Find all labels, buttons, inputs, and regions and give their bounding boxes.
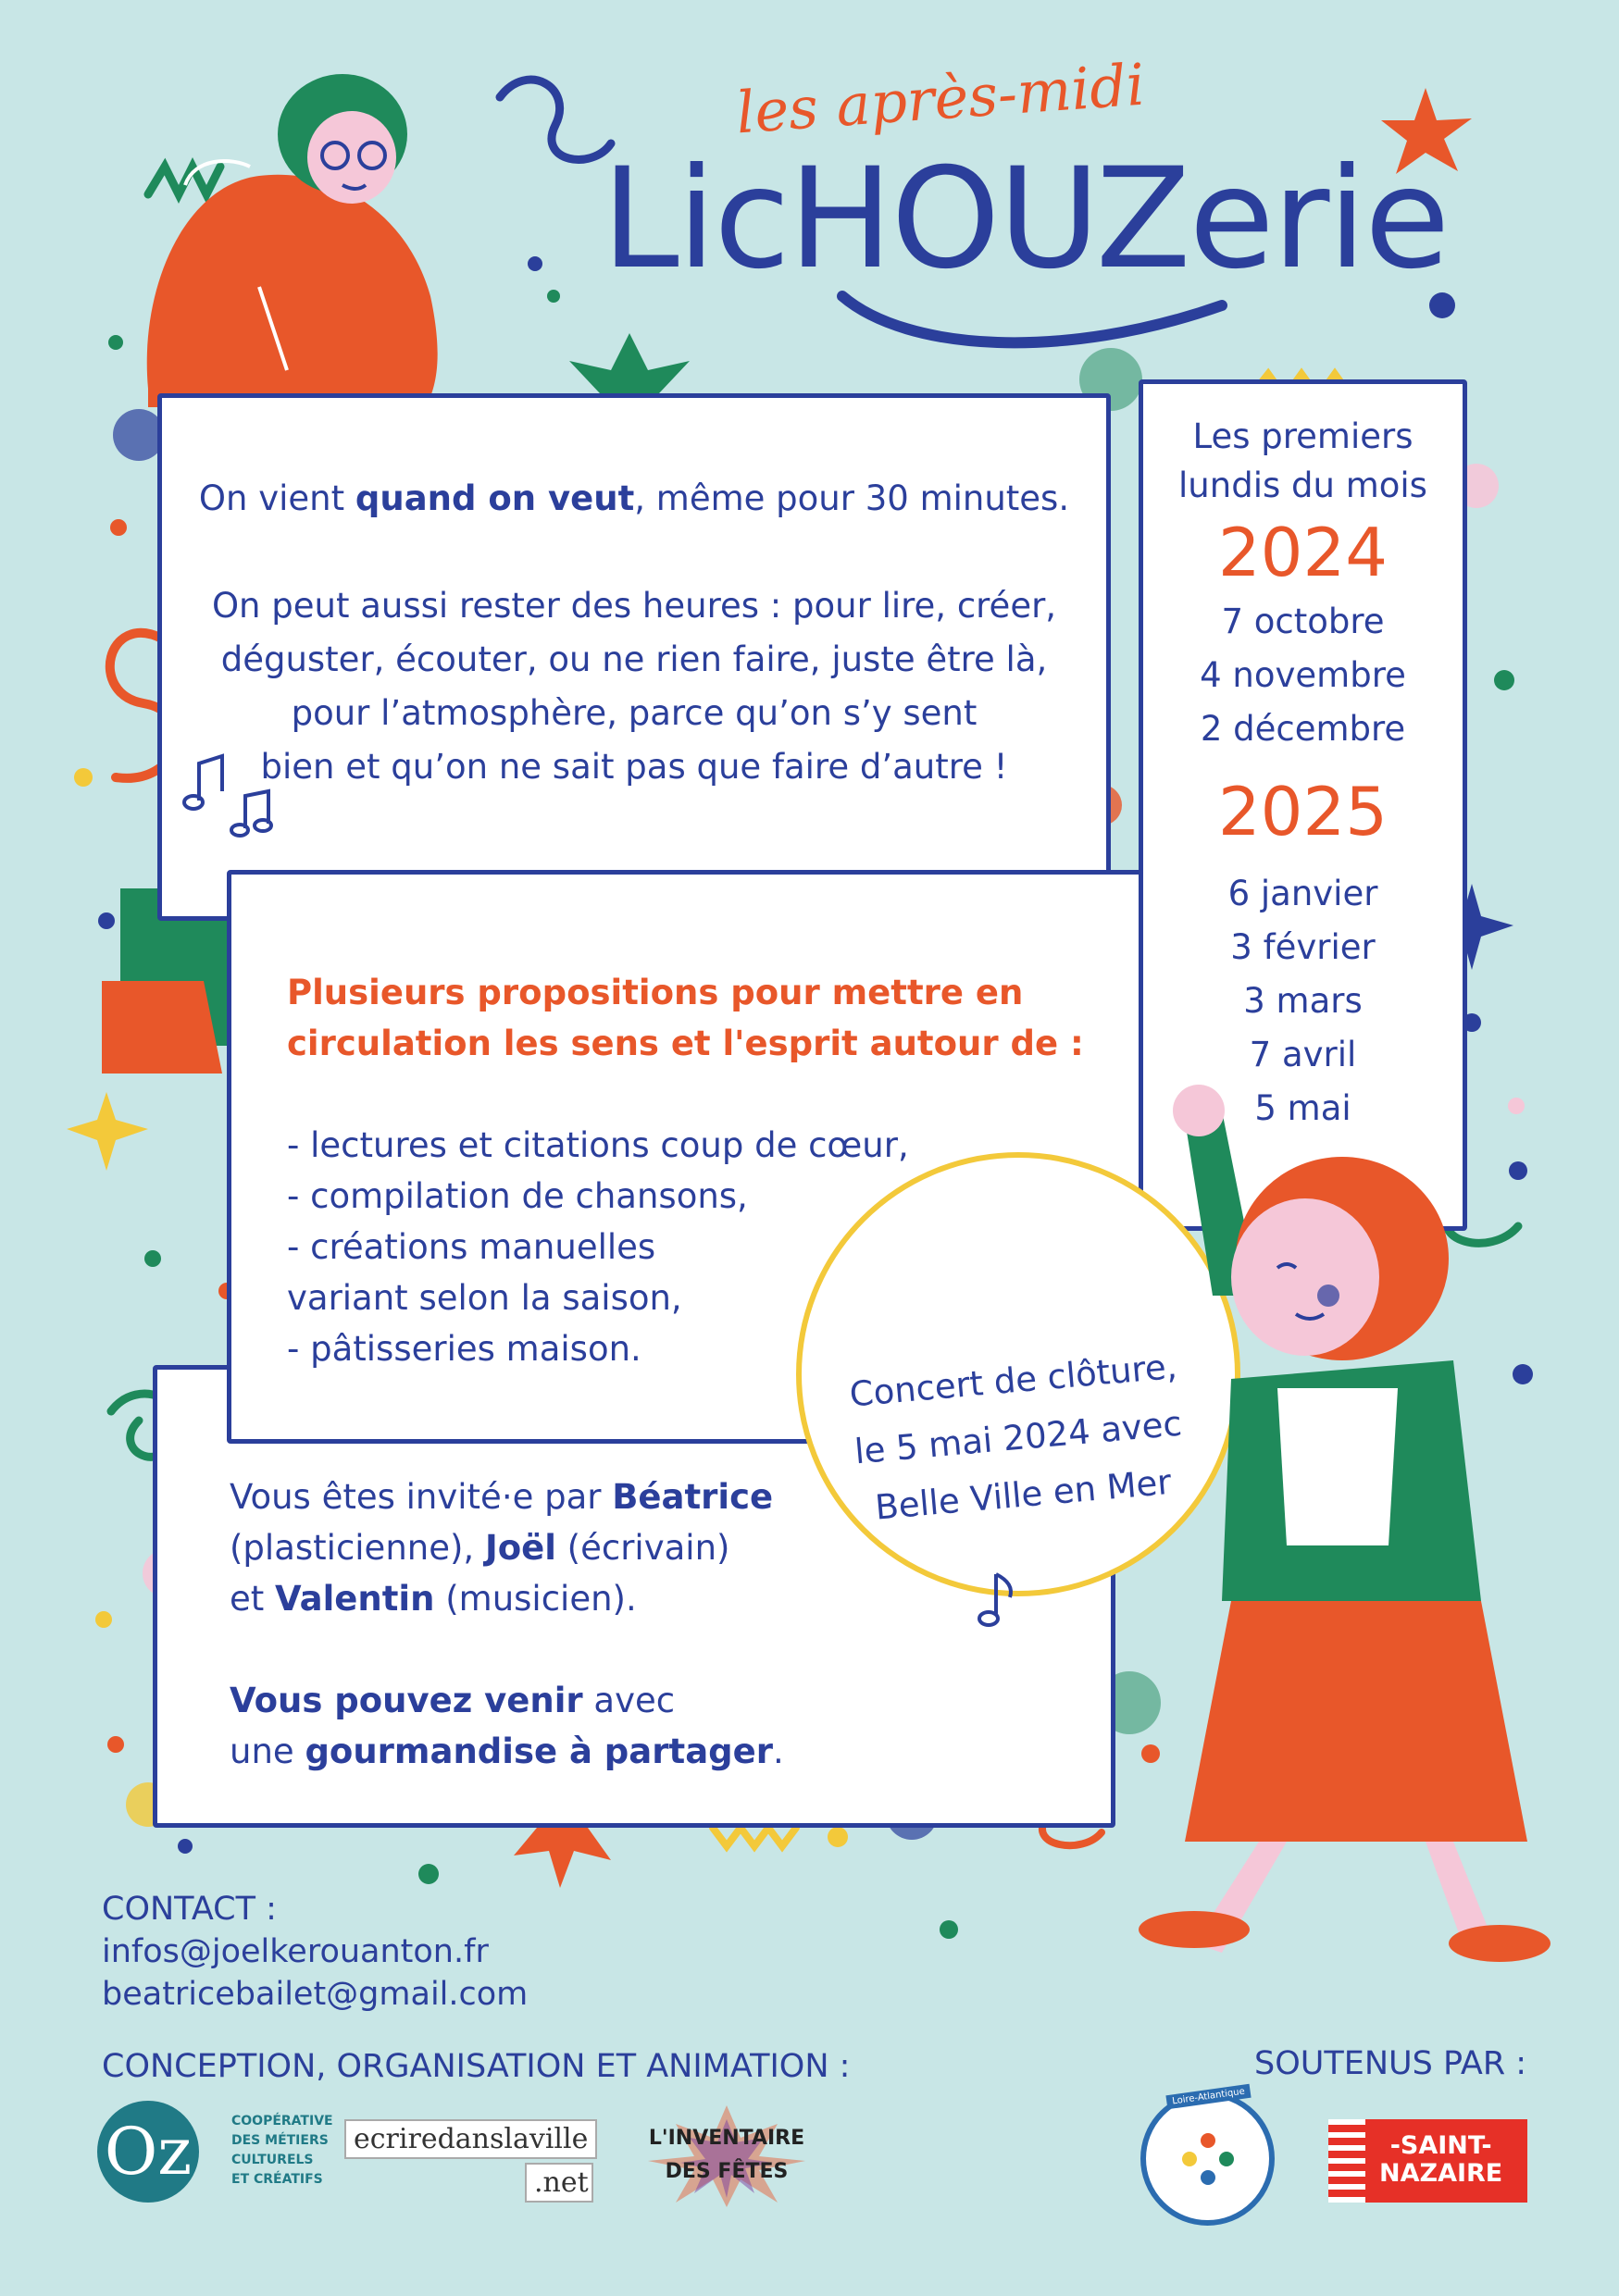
support-label: SOUTENUS PAR : bbox=[1254, 2045, 1527, 2082]
date-item: 3 février bbox=[1230, 927, 1376, 967]
concert-line: Concert de clôture, bbox=[848, 1346, 1179, 1415]
inventaire-logo-text: L'INVENTAIRE DES FÊTES bbox=[648, 2127, 805, 2183]
schedule-heading-line: Les premiers bbox=[1192, 416, 1414, 456]
intro-line-1-part-c: , même pour 30 minutes. bbox=[634, 478, 1070, 518]
oz-logo-mark: Oz bbox=[97, 2101, 199, 2203]
intro-paragraph-line: pour l’atmosphère, parce qu’on s’y sent bbox=[291, 693, 978, 733]
intro-paragraph-line: bien et qu’on ne sait pas que faire d’autre ! bbox=[260, 747, 1008, 787]
date-item: 5 mai bbox=[1254, 1088, 1351, 1128]
invite-line-2 bbox=[230, 1522, 784, 1573]
invite-text-part: (écrivain) bbox=[555, 1528, 730, 1568]
invite-highlight: Vous pouvez venir bbox=[230, 1681, 583, 1720]
intro-highlight: quand on veut bbox=[355, 478, 635, 518]
contact-email-joel[interactable]: infos@joelkerouanton.fr bbox=[102, 1933, 489, 1970]
oz-text-line: DES MÉTIERS bbox=[231, 2133, 329, 2148]
proposal-item: - pâtisseries maison. bbox=[287, 1329, 641, 1369]
schedule-heading-line: lundis du mois bbox=[1178, 465, 1427, 505]
ecriredanslaville-logo bbox=[344, 2119, 597, 2203]
inventaire-des-fetes-logo bbox=[639, 2105, 815, 2207]
invite-line-3 bbox=[230, 1573, 784, 1624]
intro-panel bbox=[157, 393, 1111, 921]
invite-text-part: Vous êtes invité·e par bbox=[230, 1477, 613, 1517]
invite-line-5 bbox=[230, 1726, 784, 1777]
oz-text-line: ET CRÉATIFS bbox=[231, 2172, 323, 2187]
invite-line-1 bbox=[230, 1471, 784, 1522]
contact-email-beatrice[interactable]: beatricebailet@gmail.com bbox=[102, 1976, 529, 2013]
intro-paragraph-line: On peut aussi rester des heures : pour lire, créer, bbox=[211, 586, 1057, 626]
cdf-logo-badge: Loire-Atlantique bbox=[1165, 2084, 1251, 2110]
title-underline-swoosh bbox=[833, 287, 1296, 361]
music-note-icon bbox=[968, 1574, 1033, 1639]
proposal-item: variant selon la saison, bbox=[287, 1278, 682, 1318]
saint-nazaire-line: NAZAIRE bbox=[1379, 2159, 1503, 2188]
year-2024: 2024 bbox=[1217, 514, 1389, 591]
proposal-item: - lectures et citations coup de cœur, bbox=[287, 1125, 909, 1165]
oz-logo bbox=[97, 2101, 333, 2212]
date-item: 3 mars bbox=[1243, 981, 1363, 1021]
concert-line: Belle Ville en Mer bbox=[873, 1461, 1174, 1528]
proposals-heading-line: Plusieurs propositions pour mettre en bbox=[287, 973, 1024, 1012]
cdf-logo-mark bbox=[1176, 2127, 1240, 2191]
intro-line-1-part-a: On vient bbox=[198, 478, 355, 518]
intro-paragraph bbox=[162, 579, 1106, 794]
character-illustration-right bbox=[1092, 1083, 1509, 1971]
host-beatrice: Béatrice bbox=[612, 1477, 774, 1517]
year-2025: 2025 bbox=[1217, 773, 1389, 850]
title-block bbox=[592, 50, 1449, 352]
saint-nazaire-logo bbox=[1328, 2119, 1527, 2203]
contact-label: CONTACT : bbox=[102, 1891, 277, 1928]
main-title: LicHOUZerie bbox=[602, 139, 1449, 300]
intro-paragraph-line: déguster, écouter, ou ne rien faire, juste être là, bbox=[220, 639, 1048, 679]
date-item: 4 novembre bbox=[1200, 655, 1406, 695]
oz-text-line: COOPÉRATIVE bbox=[231, 2114, 333, 2128]
conception-label: CONCEPTION, ORGANISATION ET ANIMATION : bbox=[102, 2048, 851, 2085]
ecrire-logo-line-1: ecriredanslaville bbox=[344, 2119, 597, 2159]
concert-line: le 5 mai 2024 avec bbox=[853, 1403, 1184, 1472]
date-item: 7 octobre bbox=[1221, 602, 1385, 641]
saint-nazaire-line: -SAINT- bbox=[1389, 2131, 1492, 2160]
invite-text bbox=[230, 1471, 784, 1777]
invite-text-part: (plasticienne), bbox=[230, 1528, 485, 1568]
invite-text-part: . bbox=[773, 1731, 784, 1771]
intro-text bbox=[162, 472, 1106, 794]
host-joel: Joël bbox=[484, 1528, 556, 1568]
proposal-item: - créations manuelles bbox=[287, 1227, 656, 1267]
oz-text-line: CULTURELS bbox=[231, 2153, 314, 2167]
invite-text-part: et bbox=[230, 1579, 276, 1619]
host-valentin: Valentin bbox=[275, 1579, 435, 1619]
schedule-content bbox=[1143, 412, 1463, 1136]
date-item: 6 janvier bbox=[1227, 874, 1378, 913]
contact-block bbox=[102, 1888, 528, 2016]
invite-text-part: (musicien). bbox=[434, 1579, 637, 1619]
invite-text-part: une bbox=[230, 1731, 305, 1771]
intro-line-1 bbox=[162, 472, 1106, 526]
oz-logo-text bbox=[231, 2112, 333, 2190]
invite-line-4 bbox=[230, 1675, 784, 1726]
date-item: 7 avril bbox=[1249, 1035, 1357, 1074]
conference-des-financeurs-logo bbox=[1140, 2086, 1275, 2226]
date-item: 2 décembre bbox=[1200, 709, 1406, 749]
subtitle: les après-midi bbox=[733, 50, 1147, 147]
saint-nazaire-stripes bbox=[1328, 2119, 1365, 2203]
music-notes-icon bbox=[181, 745, 282, 847]
proposal-item: - compilation de chansons, bbox=[287, 1176, 748, 1216]
invite-highlight: gourmandise à partager bbox=[305, 1731, 773, 1771]
saint-nazaire-text bbox=[1379, 2132, 1502, 2188]
invite-text-part: avec bbox=[582, 1681, 676, 1720]
proposals-heading-line: circulation les sens et l'esprit autour de : bbox=[287, 1024, 1084, 1063]
ecrire-logo-line-2: .net bbox=[525, 2163, 593, 2203]
